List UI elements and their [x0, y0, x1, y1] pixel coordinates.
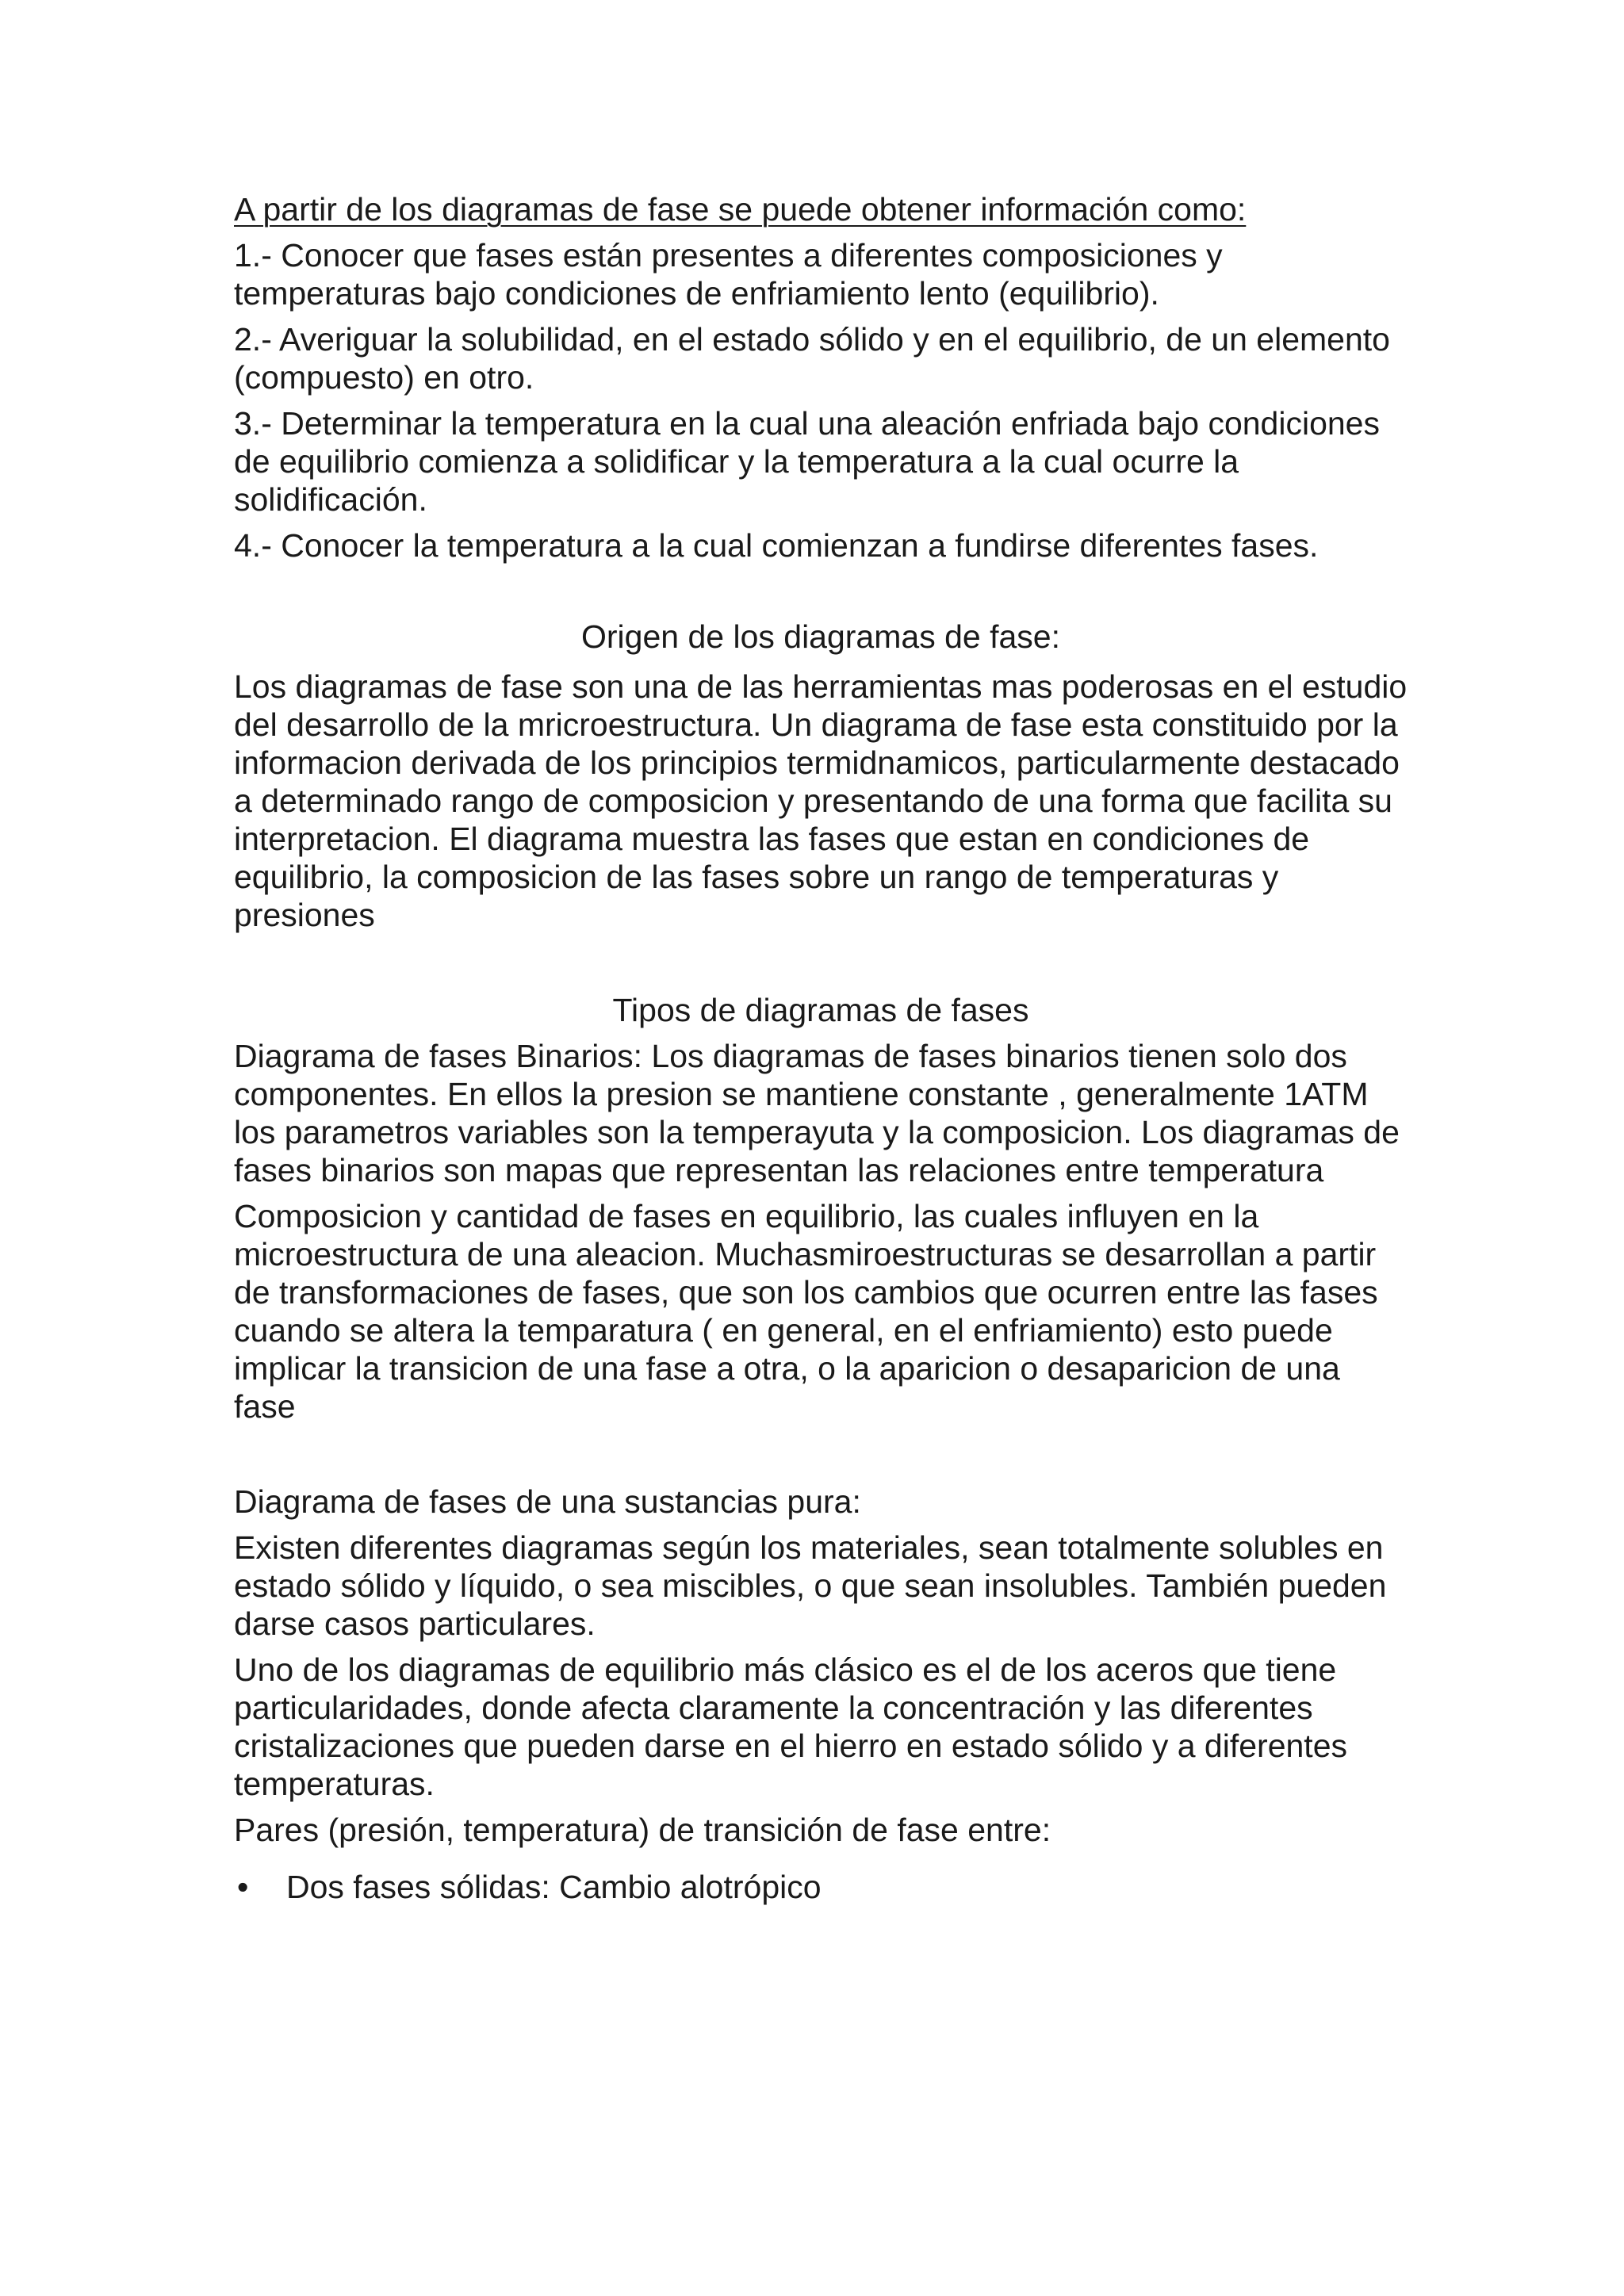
- origin-heading: Origen de los diagramas de fase:: [581, 618, 1060, 655]
- item-3: 3.- Determinar la temperatura en la cual una aleación enfriada bajo condiciones de equilibrio comienza a solidificar y la temperatura a la cual ocurre la solidificación.: [234, 405, 1380, 518]
- list-item: [234, 1868, 1408, 1906]
- item-2: 2.- Averiguar la solubilidad, en el estado sólido y en el equilibrio, de un elemento (compuesto) en otro.: [234, 321, 1390, 396]
- document-page: [234, 190, 1408, 1906]
- intro-line: A partir de los diagramas de fase se puede obtener información como:: [234, 191, 1247, 228]
- origin-body: Los diagramas de fase son una de las herramientas mas poderosas en el estudio del desarrollo de la mricroestructura. Un diagrama de fase esta constituido por la informacion derivada de los principios termidnamicos, particularmente destacado a determinado rango de composicion y presentando de una forma que facilita su interpretacion. El diagrama muestra las fases que estan en condiciones de equilibrio, la composicion de las fases sobre un rango de temperaturas y presiones: [234, 668, 1408, 933]
- pure-paragraph-2: Uno de los diagramas de equilibrio más clásico es el de los aceros que tiene particularidades, donde afecta claramente la concentración y las diferentes cristalizaciones que pueden darse en el hierro en estado sólido y a diferentes temperaturas.: [234, 1651, 1347, 1802]
- types-heading: Tipos de diagramas de fases: [612, 992, 1029, 1028]
- pure-paragraph-3: Pares (presión, temperatura) de transición de fase entre:: [234, 1812, 1051, 1848]
- pure-paragraph-1: Existen diferentes diagramas según los materiales, sean totalmente solubles en estado sólido y líquido, o sea miscibles, o que sean insolubles. También pueden darse casos particulares.: [234, 1529, 1387, 1642]
- item-1: 1.- Conocer que fases están presentes a diferentes composiciones y temperaturas bajo condiciones de enfriamiento lento (equilibrio).: [234, 237, 1223, 312]
- item-4: 4.- Conocer la temperatura a la cual comienzan a fundirse diferentes fases.: [234, 527, 1319, 564]
- pure-heading: Diagrama de fases de una sustancias pura:: [234, 1483, 861, 1520]
- bullet-icon: •: [237, 1869, 249, 1905]
- types-paragraph-2: Composicion y cantidad de fases en equilibrio, las cuales influyen en la microestructura de una aleacion. Muchasmiroestructuras se desarrollan a partir de transformaciones de fases, que son los cambios que ocurren entre las fases cuando se altera la temparatura ( en general, en el enfriamiento) esto puede implicar la transicion de una fase a otra, o la aparicion o desaparicion de una fase: [234, 1198, 1378, 1425]
- types-paragraph-1: Diagrama de fases Binarios: Los diagramas de fases binarios tienen solo dos componentes. En ellos la presion se mantiene constante , generalmente 1ATM los parametros variables son la temperayuta y la composicion. Los diagramas de fases binarios son mapas que representan las relaciones entre temperatura: [234, 1038, 1400, 1188]
- list-item-text: Dos fases sólidas: Cambio alotrópico: [286, 1869, 822, 1905]
- transition-list: [234, 1868, 1408, 1906]
